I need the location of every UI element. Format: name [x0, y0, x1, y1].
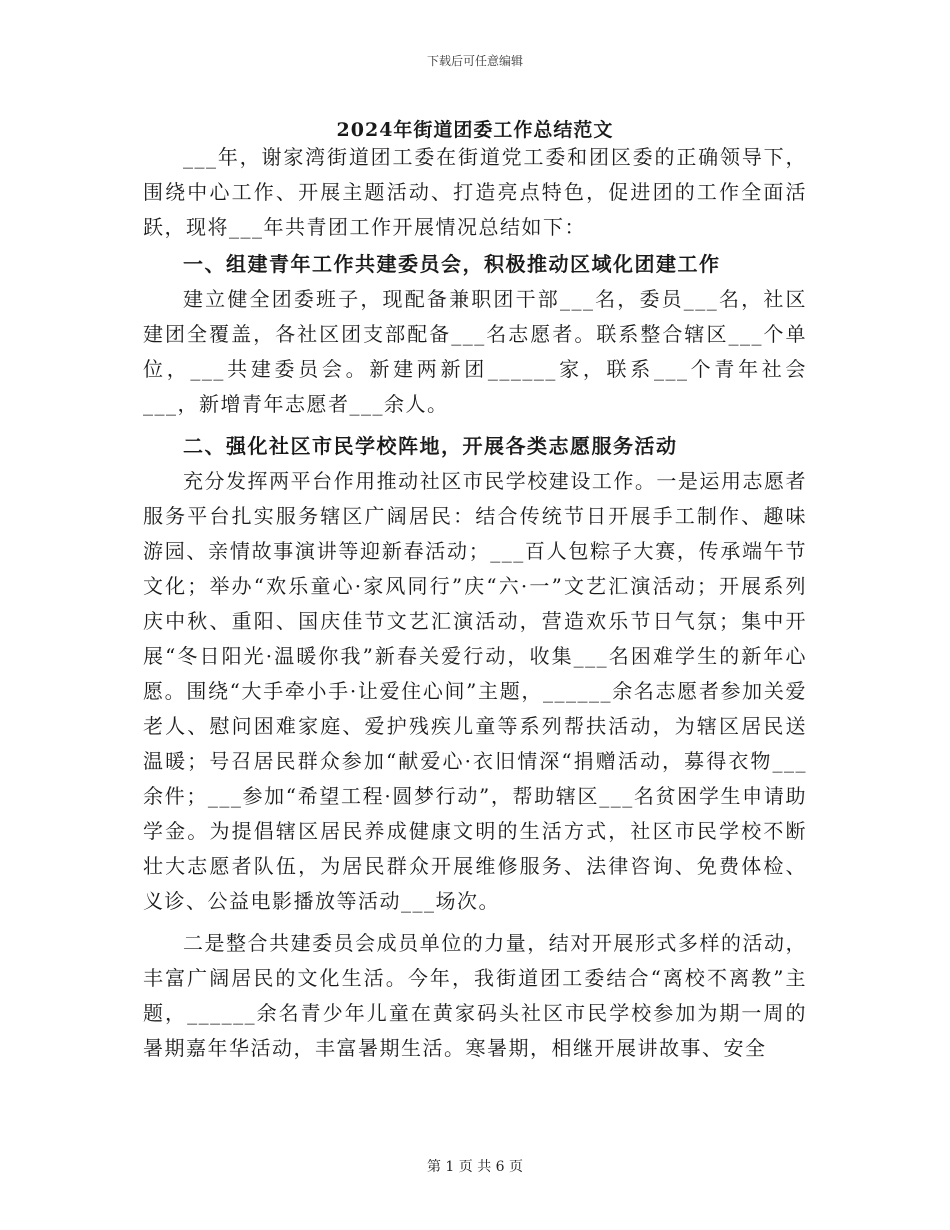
document-body	[143, 140, 807, 1066]
section-2-paragraph-2: 二是整合共建委员会成员单位的力量，结对开展形式多样的活动，丰富广阔居民的文化生活。今年，我街道团工委结合“离校不离教”主题，______余名青少年儿童在黄家码头社区市民学校参加为期一周的暑期嘉年华活动，丰富暑期生活。寒暑期，相继开展讲故事、安全	[143, 931, 807, 1060]
section-2-paragraph: 充分发挥两平台作用推动社区市民学校建设工作。一是运用志愿者服务平台扎实服务辖区广阔居民：结合传统节日开展手工制作、趣味游园、亲情故事演讲等迎新春活动；___百人包粽子大赛，传承端午节文化；举办“欢乐童心·家风同行”庆“六·一”文艺汇演活动；开展系列庆中秋、重阳、国庆佳节文艺汇演活动，营造欢乐节日气氛；集中开展“冬日阳光·温暖你我”新春关爱行动，收集___名困难学生的新年心愿。围绕“大手牵小手·让爱住心间”主题，______余名志愿者参加关爱老人、慰问困难家庭、爱护残疾儿童等系列帮扶活动，为辖区居民送温暖；号召居民群众参加“献爱心·衣旧情深“捐赠活动，募得衣物___余件；___参加“希望工程·圆梦行动”，帮助辖区___名贫困学生申请助学金。为提倡辖区居民养成健康文明的生活方式，社区市民学校不断壮大志愿者队伍，为居民群众开展维修服务、法律咨询、免费体检、义诊、公益电影播放等活动___场次。	[143, 469, 807, 913]
page-header: 下载后可任意编辑	[426, 54, 523, 68]
intro-paragraph: ___年，谢家湾街道团工委在街道党工委和团区委的正确领导下，围绕中心工作、开展主题活动、打造亮点特色，促进团的工作全面活跃，现将___年共青团工作开展情况总结如下：	[143, 145, 807, 239]
section-1-paragraph: 建立健全团委班子，现配备兼职团干部___名，委员___名，社区建团全覆盖，各社区团支部配备___名志愿者。联系整合辖区___个单位，___共建委员会。新建两新团______家，联系___个青年社会___，新增青年志愿者___余人。	[143, 287, 807, 416]
section-heading-1: 一、组建青年工作共建委员会，积极推动区域化团建工作	[183, 252, 721, 276]
section-heading-2: 二、强化社区市民学校阵地，开展各类志愿服务活动	[183, 434, 678, 458]
document-title: 2024年街道团委工作总结范文	[336, 119, 614, 141]
page-footer: 第 1 页 共 6 页	[426, 1159, 524, 1175]
